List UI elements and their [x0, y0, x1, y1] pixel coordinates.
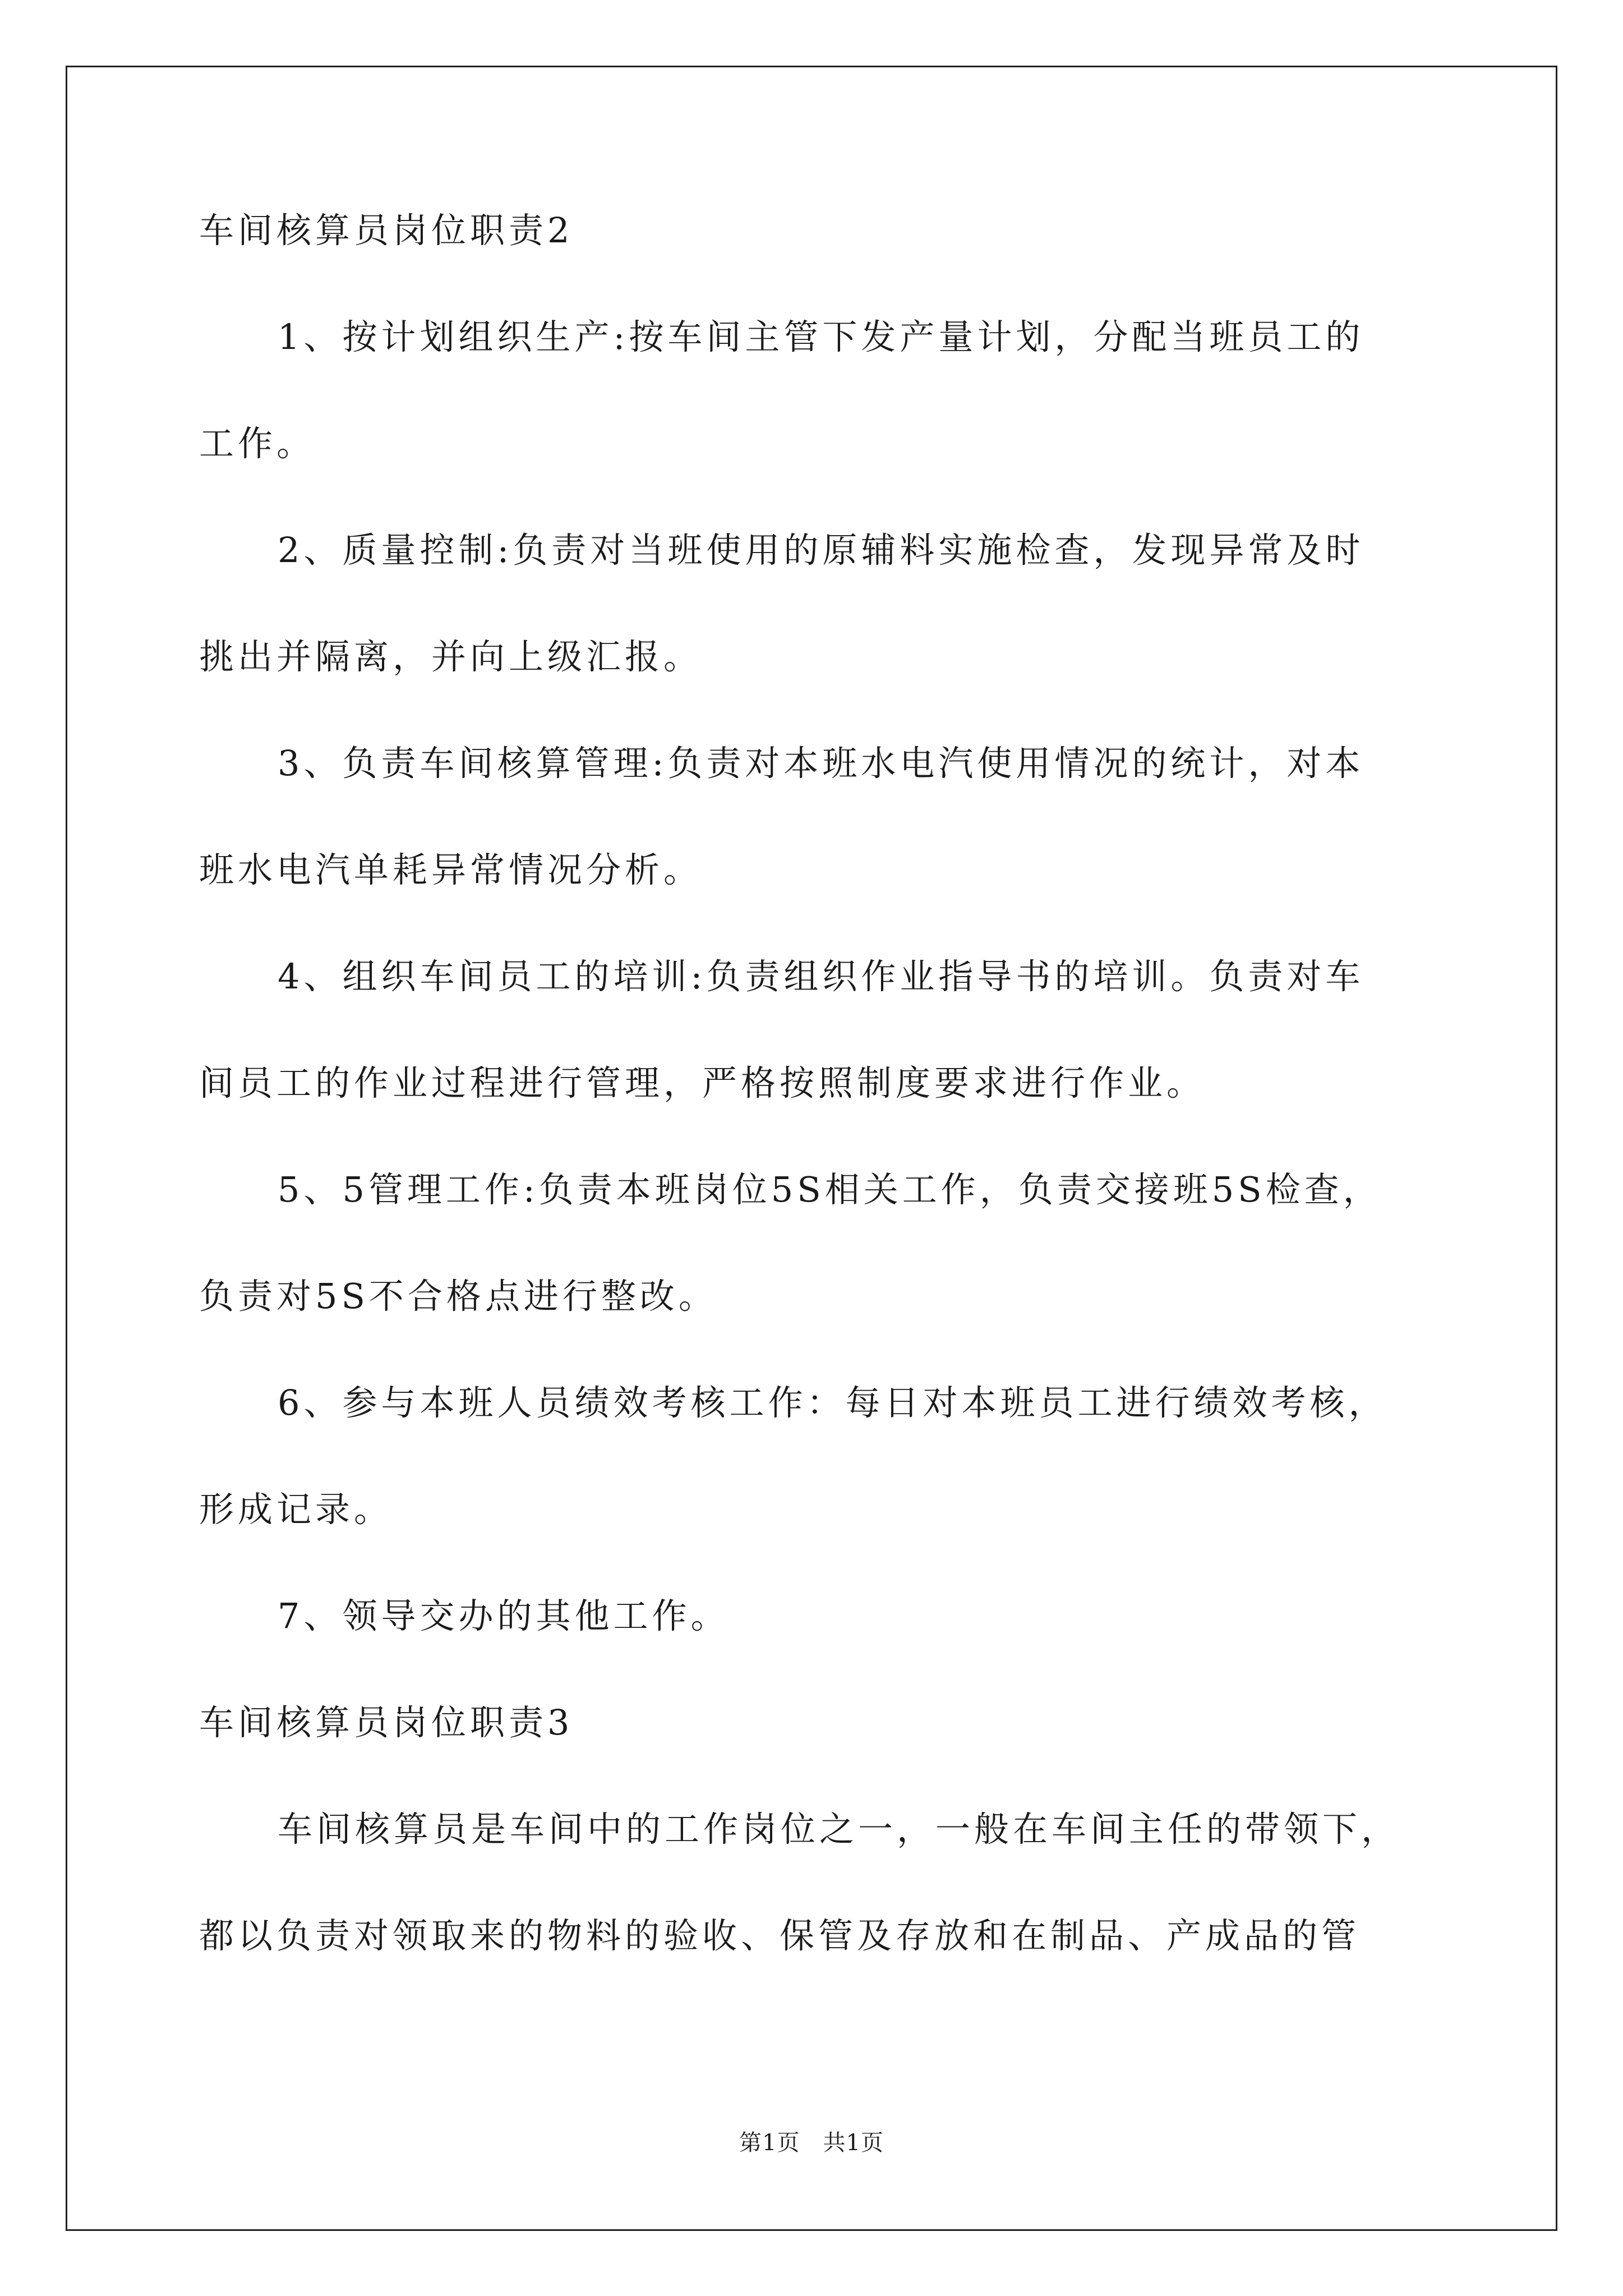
paragraph-line: 都以负责对领取来的物料的验收、保管及存放和在制品、产成品的管 — [199, 1915, 1361, 1956]
paragraph-line: 负责对5S不合格点进行整改。 — [199, 1276, 717, 1317]
paragraph-line: 工作。 — [199, 423, 316, 464]
document-body — [199, 210, 1450, 1956]
section-heading: 车间核算员岗位职责3 — [199, 1702, 574, 1743]
paragraph-line: 2、质量控制:负责对当班使用的原辅料实施检查，发现异常及时 — [278, 530, 1364, 570]
paragraph-line: 间员工的作业过程进行管理，严格按照制度要求进行作业。 — [199, 1062, 1206, 1103]
paragraph-line: 1、按计划组织生产:按车间主管下发产量计划，分配当班员工的 — [278, 316, 1364, 357]
paragraph-line: 车间核算员是车间中的工作岗位之一，一般在车间主任的带领下， — [278, 1809, 1400, 1849]
paragraph-line: 6、参与本班人员绩效考核工作：每日对本班员工进行绩效考核， — [278, 1382, 1387, 1423]
paragraph-line: 7、领导交办的其他工作。 — [278, 1595, 730, 1636]
paragraph-line: 5、5管理工作:负责本班岗位5S相关工作，负责交接班5S检查， — [278, 1169, 1382, 1210]
page-footer: 第1页 共1页 — [739, 2130, 884, 2156]
paragraph-line: 形成记录。 — [199, 1489, 393, 1530]
section-heading: 车间核算员岗位职责2 — [199, 210, 574, 251]
paragraph-line: 3、负责车间核算管理:负责对本班水电汽使用情况的统计，对本 — [278, 743, 1364, 784]
paragraph-line: 班水电汽单耗异常情况分析。 — [199, 849, 703, 890]
paragraph-line: 4、组织车间员工的培训:负责组织作业指导书的培训。负责对车 — [278, 956, 1364, 997]
paragraph-line: 挑出并隔离，并向上级汇报。 — [199, 636, 703, 677]
